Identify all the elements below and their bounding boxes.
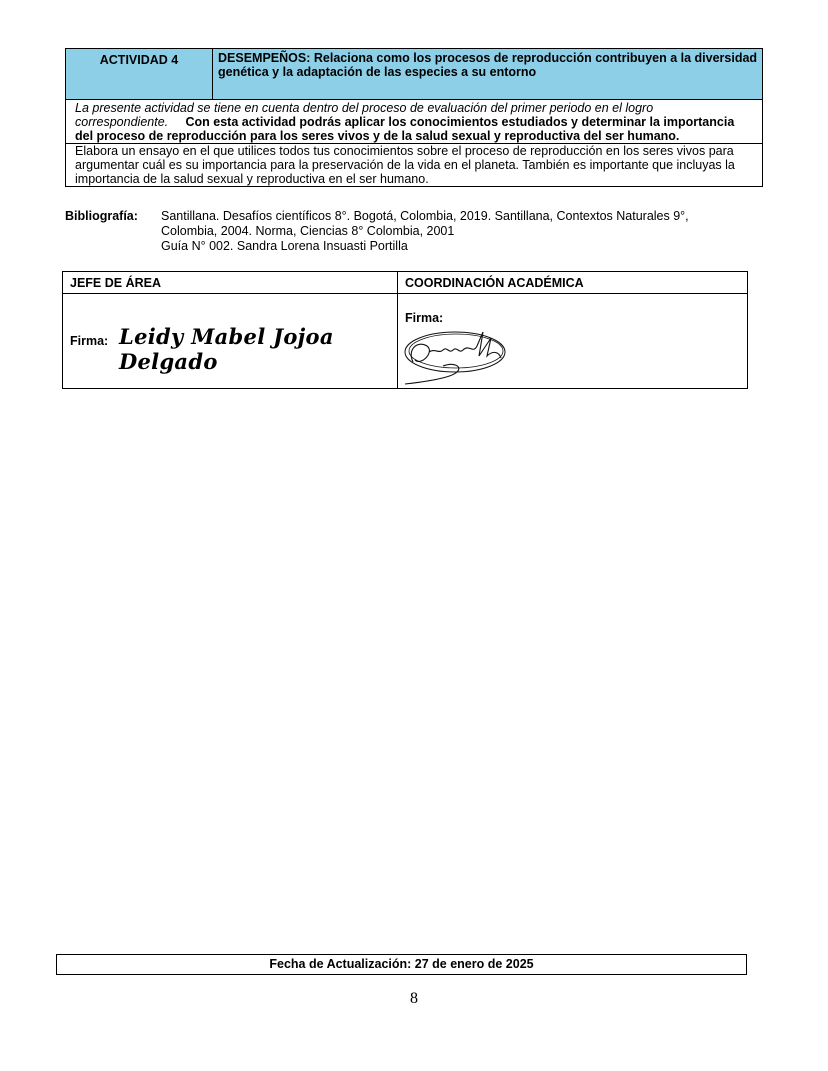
page-number: 8 <box>410 990 418 1007</box>
desempenos-label: DESEMPEÑOS: <box>218 51 311 65</box>
bibliography-label: Bibliografía: <box>65 209 138 223</box>
intro-italic: La presente actividad se tiene en cuenta dentro del proceso de evaluación del primer periodo en el logro correspondiente. <box>75 101 654 129</box>
intro-bold: Con esta actividad podrás aplicar los conocimientos estudiados y determinar la importancia del proceso de reproducción para los seres vivos y de la salud sexual y reproductiva del ser humano. <box>75 115 735 143</box>
activity-task-row <box>66 144 763 187</box>
signature-body-row <box>63 294 748 389</box>
firma-label: Firma: <box>70 334 109 348</box>
coord-signature-cell <box>398 294 748 389</box>
coordinacion-signature-graphic <box>403 322 513 386</box>
coordinacion-header: COORDINACIÓN ACADÉMICA <box>398 272 748 294</box>
desempenos-text: Relaciona como los procesos de reproducción contribuyen a la diversidad genética y la adaptación de las especies a su entorno <box>218 51 758 79</box>
signature-header-row <box>63 272 748 294</box>
activity-label: ACTIVIDAD 4 <box>66 49 213 100</box>
bibliography-line: Guía N° 002. Sandra Lorena Insuasti Portilla <box>161 239 408 253</box>
bibliography-text <box>161 209 761 254</box>
update-date-footer: Fecha de Actualización: 27 de enero de 2025 <box>56 954 747 975</box>
activity-intro <box>66 100 763 144</box>
bibliography-line: Santillana. Desafíos científicos 8°. Bogotá, Colombia, 2019. Santillana, Contextos Naturales 9°, <box>161 209 689 223</box>
bibliography-line: Colombia, 2004. Norma, Ciencias 8° Colombia, 2001 <box>161 224 455 238</box>
jefe-signature-cell <box>63 294 398 389</box>
signature-table <box>62 271 748 389</box>
activity-header-row <box>66 49 763 100</box>
desempenos-cell <box>213 49 763 100</box>
activity-task: Elabora un ensayo en el que utilices todos tus conocimientos sobre el proceso de reproducción en los seres vivos para argumentar cuál es su importancia para la preservación de la vida en el planeta. También es importante que incluyas la importancia de la salud sexual y reproductiva en el ser humano. <box>66 144 763 187</box>
activity-intro-row <box>66 100 763 144</box>
jefe-area-header: JEFE DE ÁREA <box>63 272 398 294</box>
firma-label: Firma: <box>405 311 444 325</box>
activity-table <box>65 48 763 187</box>
jefe-handwritten-signature: Leidy Mabel Jojoa Delgado <box>119 324 334 374</box>
